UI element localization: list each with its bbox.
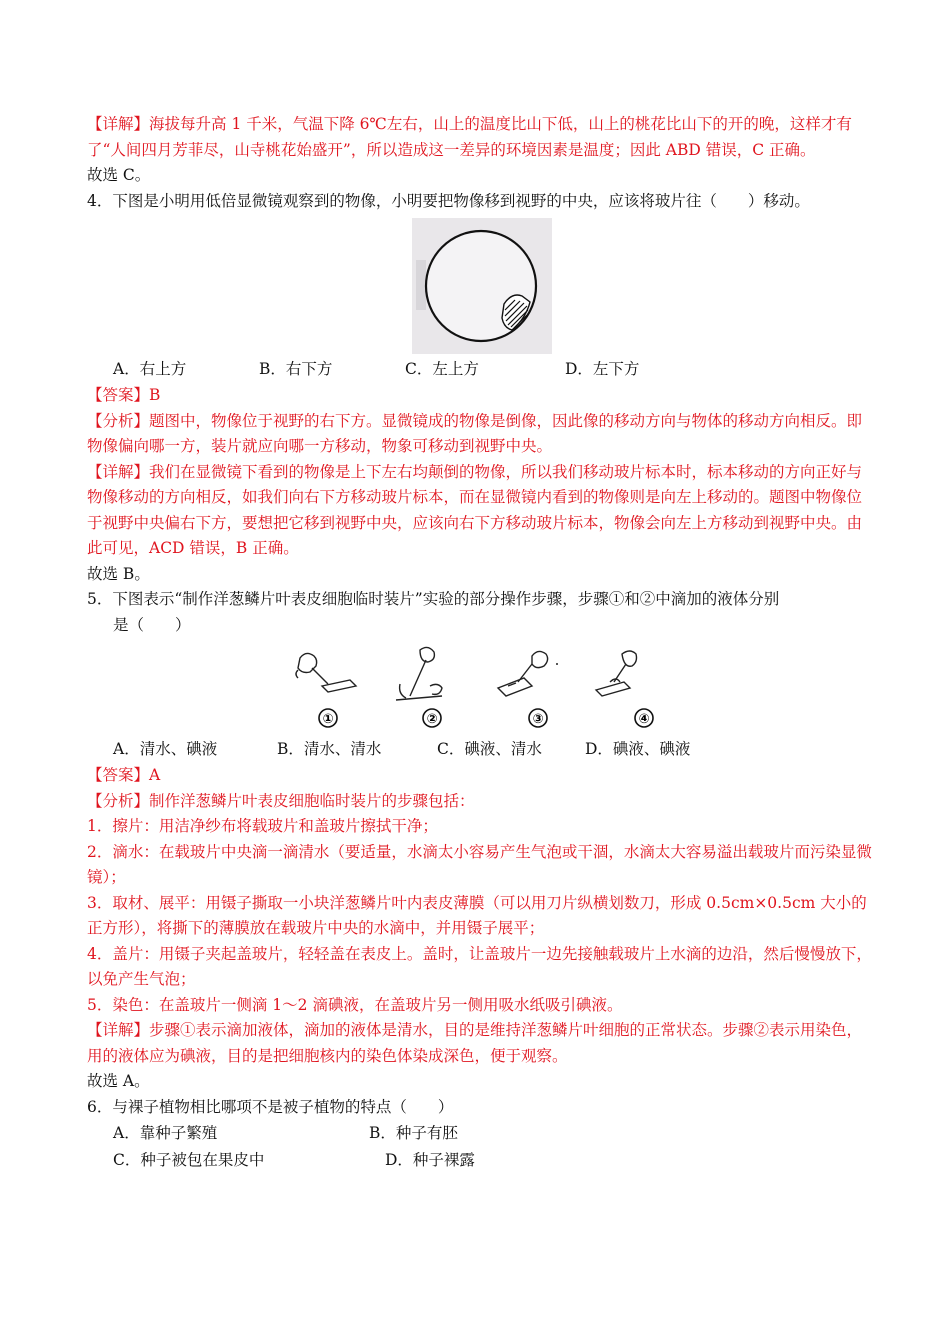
step-3-drawing (498, 651, 548, 696)
q4-analysis (87, 409, 877, 460)
q4-option-c: C．左上方 (405, 360, 479, 378)
step-3-label: ③ (532, 712, 544, 727)
step-1-label: ① (322, 712, 334, 727)
q3-detail-label: 【详解】 (87, 115, 150, 133)
q5-option-d: D．碘液、碘液 (585, 740, 691, 758)
q4-option-d: D．左下方 (565, 360, 640, 378)
field-of-view-circle (426, 231, 536, 341)
q4-option-b: B．右下方 (259, 360, 333, 378)
q6-options-row2 (87, 1147, 877, 1174)
q5-analysis (87, 789, 877, 815)
q5-final-answer: 故选 A。 (87, 1072, 150, 1090)
q6-stem: 6．与裸子植物相比哪项不是被子植物的特点（ ） (87, 1097, 454, 1116)
q4-detail-text: 我们在显微镜下看到的物像是上下左右均颠倒的物像，所以我们移动玻片标本时，标本移动的方向正好与物像移动的方向相反，如我们向右下方移动玻片标本，而在显微镜内看到的物像则是向左上移动的。题图中物像位于视野中央偏右下方，要想把它移到视野中央，应该向右下方移动玻片标本，物像会向左上方移动到视野中央。由此可见，ACD 错误，B 正确。 (87, 462, 863, 557)
q3-final-answer: 故选 C。 (87, 166, 151, 184)
step-2-label: ② (426, 712, 438, 727)
q5-options (87, 736, 877, 763)
q6-option-c: C．种子被包在果皮中 (113, 1151, 265, 1169)
q5-option-a: A．清水、碘液 (113, 740, 218, 758)
q4-microscope-figure (87, 218, 877, 354)
q5-step-2: 2．滴水：在载玻片中央滴一滴清水（要适量，水滴太小容易产生气泡或干涸，水滴太大容易溢出载玻片而污染显微镜）； (87, 842, 872, 886)
q6-option-b: B．种子有胚 (369, 1124, 458, 1142)
step-4-drawing (596, 651, 637, 696)
q4-analysis-label: 【分析】 (87, 411, 150, 430)
q5-step-3: 3．取材、展平：用镊子撕取一小块洋葱鳞片叶内表皮薄膜（可以用刀片纵横划数刀，形成 0.5cm×0.5cm 大小的正方形），将撕下的薄膜放在载玻片中央的水滴中，并用镊子展平； (87, 893, 867, 937)
q5-detail (87, 1018, 877, 1069)
q4-option-a: A．右上方 (113, 360, 187, 378)
step-2-drawing (396, 647, 442, 700)
q4-final-answer: 故选 B。 (87, 564, 150, 583)
q4-answer-label: 【答案】 (87, 386, 150, 404)
q4-stem: 4．下图是小明用低倍显微镜观察到的物像，小明要把物像移到视野的中央，应该将玻片往（ ）移动。 (87, 191, 810, 210)
document-page (87, 112, 877, 1174)
q6-option-d: D．种子裸露 (385, 1151, 475, 1169)
q5-step-4: 4．盖片：用镊子夹起盖玻片，轻轻盖在表皮上。盖时，让盖玻片一边先接触载玻片上水滴的边沿，然后慢慢放下，以免产生气泡； (87, 944, 872, 988)
q3-detail-text: 海拔每升高 1 千米，气温下降 6℃左右，山上的温度比山下低，山上的桃花比山下的开的晚，这样才有了“人间四月芳菲尽，山寺桃花始盛开”，所以造成这一差异的环境因素是温度；因此 ABD 错误，C 正确。 (87, 115, 852, 159)
q5-step-1: 1．擦片：用洁净纱布将载玻片和盖玻片擦拭干净； (87, 817, 438, 835)
q5-stem-line2: 是（ ） (113, 615, 191, 634)
q5-option-b: B．清水、清水 (277, 740, 382, 758)
q5-analysis-text: 制作洋葱鳞片叶表皮细胞临时装片的步骤包括： (149, 791, 475, 810)
microscope-field-image (412, 218, 552, 354)
q5-detail-label: 【详解】 (87, 1021, 150, 1039)
q4-analysis-text: 题图中，物像位于视野的右下方。显微镜成的物像是倒像，因此像的移动方向与物体的移动方向相反。即物像偏向哪一方，装片就应向哪一方移动，物象可移动到视野中央。 (87, 411, 863, 455)
slide-preparation-steps-illustration (292, 644, 672, 736)
q4-detail (87, 460, 877, 562)
step-1-drawing (296, 653, 356, 692)
q5-option-c: C．碘液、清水 (437, 740, 542, 758)
q5-answer-label: 【答案】 (87, 766, 150, 784)
q4-options (87, 356, 877, 383)
q5-detail-text: 步骤①表示滴加液体，滴加的液体是清水，目的是维持洋葱鳞片叶细胞的正常状态。步骤②表示用染色，用的液体应为碘液，目的是把细胞核内的染色体染成深色，便于观察。 (87, 1021, 863, 1065)
q5-analysis-label: 【分析】 (87, 791, 150, 810)
q5-answer (87, 763, 877, 789)
q4-answer (87, 383, 877, 409)
q5-answer-value: A (149, 766, 161, 784)
q5-stem-line1: 5．下图表示“制作洋葱鳞片叶表皮细胞临时装片”实验的部分操作步骤，步骤①和②中滴加的液体分别 (87, 590, 780, 608)
step-4-label: ④ (638, 712, 650, 727)
q5-step-5: 5．染色：在盖玻片一侧滴 1～2 滴碘液，在盖玻片另一侧用吸水纸吸引碘液。 (87, 995, 623, 1014)
q6-options-row1 (87, 1120, 877, 1147)
q6-option-a: A．靠种子繁殖 (113, 1124, 218, 1142)
q4-answer-value: B (149, 386, 161, 404)
q3-detail (87, 112, 877, 163)
q4-detail-label: 【详解】 (87, 462, 150, 481)
q5-steps-figure (87, 644, 877, 736)
